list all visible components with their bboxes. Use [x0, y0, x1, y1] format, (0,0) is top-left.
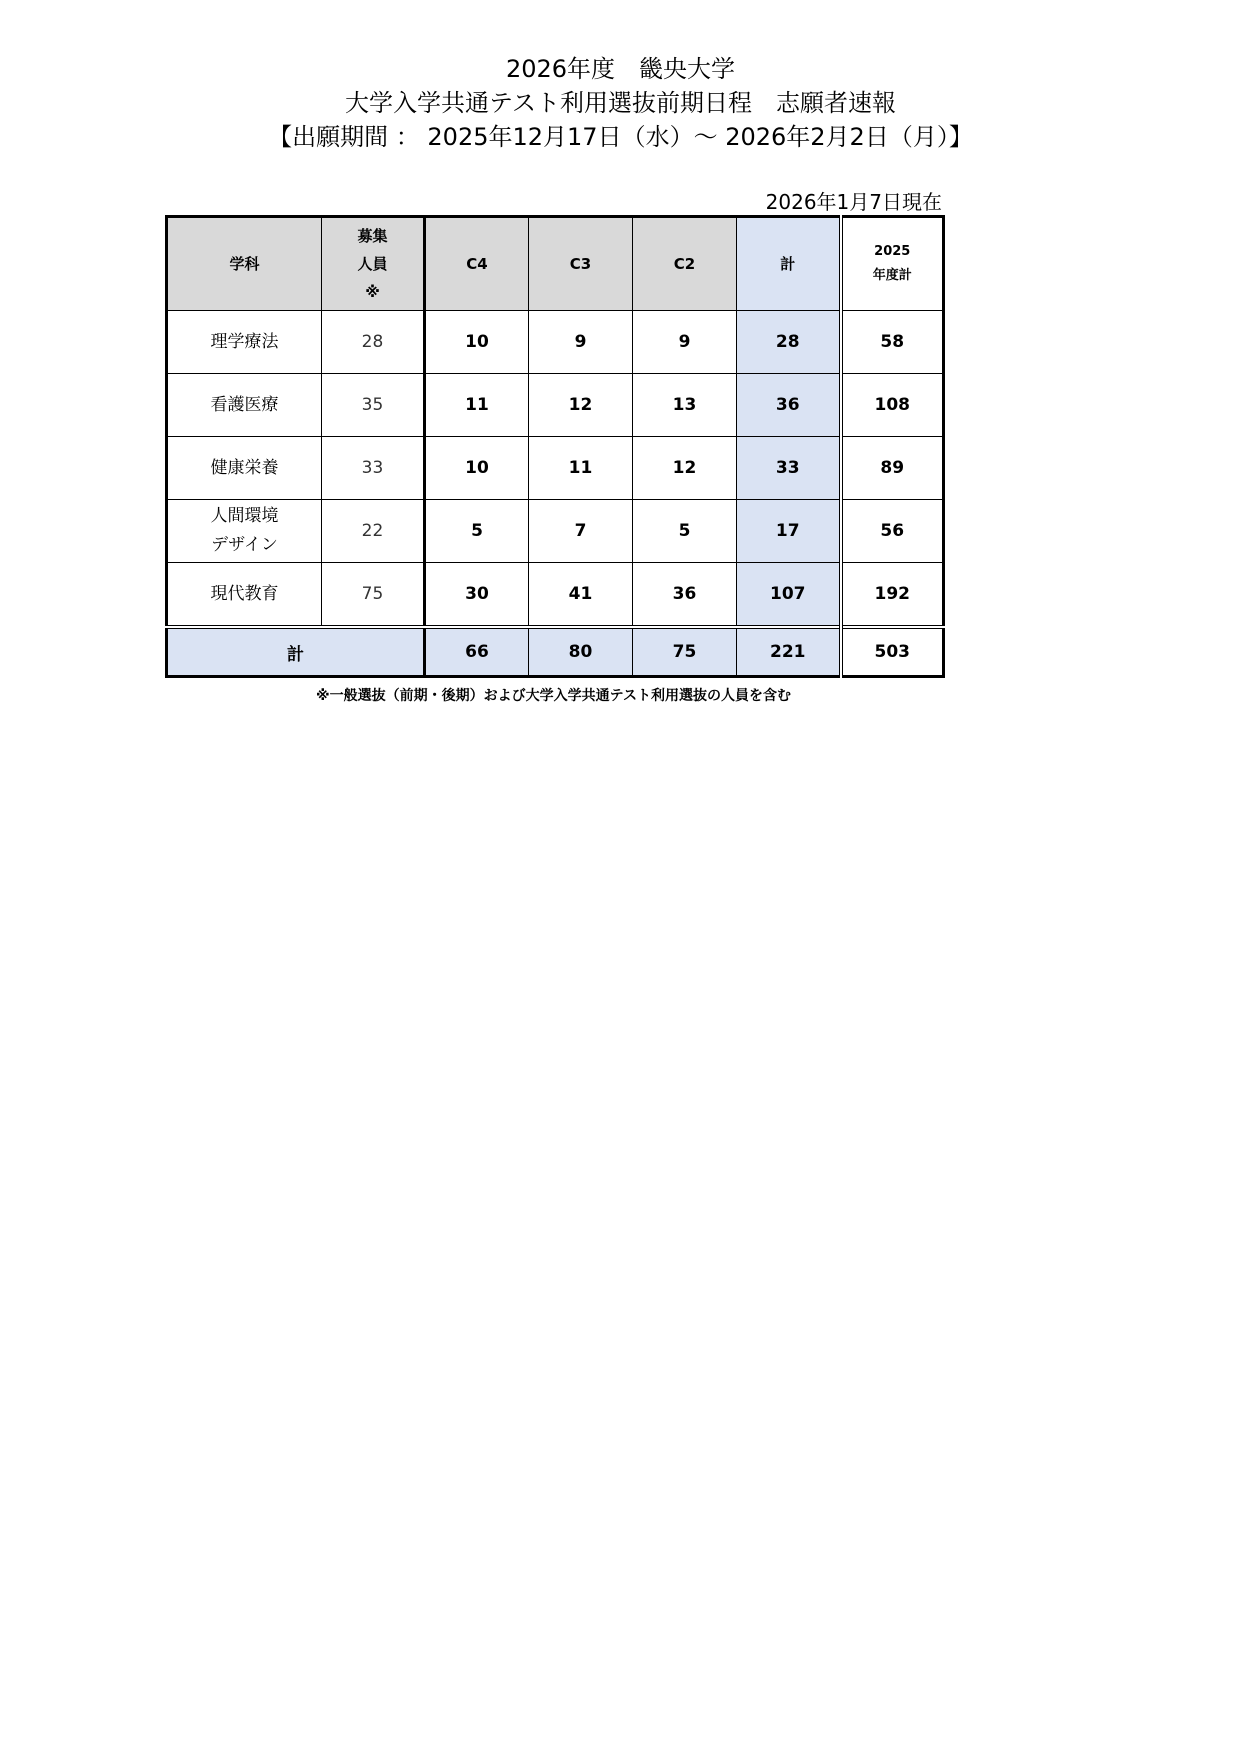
c3-cell: 11	[529, 437, 633, 500]
header-prev-line2: 年度計	[872, 268, 912, 283]
header-prev-year	[841, 217, 944, 311]
prev-year-cell: 56	[841, 500, 944, 563]
table-row	[167, 311, 944, 374]
c2-cell: 9	[633, 311, 737, 374]
sum-prev-year-cell: 503	[841, 627, 944, 677]
capacity-cell: 75	[322, 563, 425, 628]
sum-total-cell: 221	[737, 627, 841, 677]
table-row	[167, 374, 944, 437]
c2-cell: 5	[633, 500, 737, 563]
c4-cell: 10	[425, 437, 529, 500]
prev-year-cell: 58	[841, 311, 944, 374]
c4-cell: 30	[425, 563, 529, 628]
header-c2: C2	[633, 217, 737, 311]
total-cell: 33	[737, 437, 841, 500]
table-row	[167, 563, 944, 628]
c2-cell: 12	[633, 437, 737, 500]
dept-name	[167, 311, 322, 374]
dept-name	[167, 500, 322, 563]
header-total: 計	[737, 217, 841, 311]
total-cell: 17	[737, 500, 841, 563]
capacity-cell: 28	[322, 311, 425, 374]
capacity-cell: 35	[322, 374, 425, 437]
c3-cell: 9	[529, 311, 633, 374]
sum-c4-cell: 66	[425, 627, 529, 677]
sum-row	[167, 627, 944, 677]
header-c4: C4	[425, 217, 529, 311]
prev-year-cell: 108	[841, 374, 944, 437]
applicants-table	[165, 215, 945, 678]
title-university: 2026年度 畿央大学	[505, 55, 736, 83]
as-of-date: 2026年1月7日現在	[765, 190, 942, 214]
total-cell: 107	[737, 563, 841, 628]
dept-name-line1: 人間環境	[210, 506, 279, 526]
sum-label: 計	[167, 627, 425, 677]
c3-cell: 7	[529, 500, 633, 563]
header-capacity-line3: ※	[365, 283, 380, 301]
header-capacity-line2: 人員	[357, 255, 388, 273]
dept-name-line1: 現代教育	[210, 583, 279, 604]
table-row	[167, 500, 944, 563]
dept-name	[167, 437, 322, 500]
total-cell: 36	[737, 374, 841, 437]
capacity-cell: 22	[322, 500, 425, 563]
header-capacity	[322, 217, 425, 311]
dept-name-line1: 看護医療	[210, 394, 279, 415]
prev-year-cell: 192	[841, 563, 944, 628]
footnote: ※一般選抜（前期・後期）および大学入学共通テスト利用選抜の人員を含む	[315, 688, 792, 704]
c3-cell: 12	[529, 374, 633, 437]
c4-cell: 10	[425, 311, 529, 374]
header-prev-line1: 2025	[874, 244, 911, 259]
title-exam-type: 大学入学共通テスト利用選抜前期日程 志願者速報	[344, 89, 897, 117]
header-c3: C3	[529, 217, 633, 311]
header-dept: 学科	[167, 217, 322, 311]
c2-cell: 36	[633, 563, 737, 628]
title-block	[0, 52, 1241, 154]
capacity-cell: 33	[322, 437, 425, 500]
dept-name	[167, 563, 322, 628]
dept-name-line1: 健康栄養	[210, 457, 279, 478]
header-capacity-line1: 募集	[357, 227, 388, 245]
total-cell: 28	[737, 311, 841, 374]
c4-cell: 5	[425, 500, 529, 563]
c2-cell: 13	[633, 374, 737, 437]
title-application-period: 【出願期間 ： 2025年12月17日（水）～ 2026年2月2日（月）】	[268, 123, 973, 151]
sum-c3-cell: 80	[529, 627, 633, 677]
sum-c2-cell: 75	[633, 627, 737, 677]
dept-name-line1: 理学療法	[210, 331, 279, 352]
c3-cell: 41	[529, 563, 633, 628]
dept-name	[167, 374, 322, 437]
applicants-table-wrap	[165, 215, 945, 678]
table-row	[167, 437, 944, 500]
c4-cell: 11	[425, 374, 529, 437]
dept-name-line2: デザイン	[211, 535, 278, 555]
header-row	[167, 217, 944, 311]
prev-year-cell: 89	[841, 437, 944, 500]
